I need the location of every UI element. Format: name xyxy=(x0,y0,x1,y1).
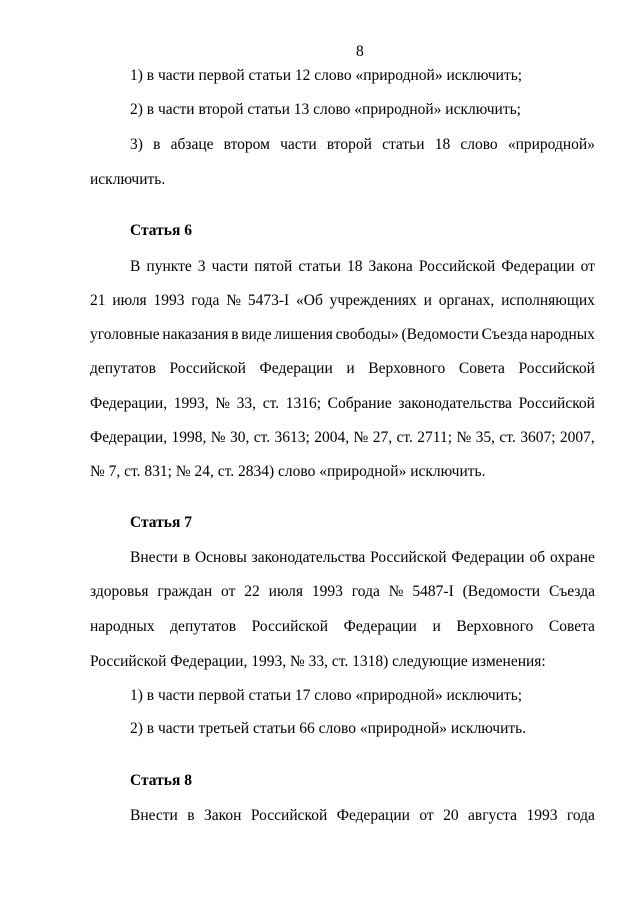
word: 18 xyxy=(434,136,451,153)
text-line xyxy=(130,808,595,824)
word: органах, xyxy=(438,292,495,309)
text-line xyxy=(90,584,595,600)
word: и xyxy=(423,292,432,309)
word: № xyxy=(215,395,231,412)
word: Российской xyxy=(518,395,595,412)
text-line: 2) в части второй статьи 13 слово «природной» исключить; xyxy=(130,101,521,118)
word: августа xyxy=(468,807,518,824)
word: ст. xyxy=(262,395,280,412)
word: 1993, xyxy=(173,395,209,412)
word: 3 xyxy=(197,258,206,275)
word: в xyxy=(153,136,161,153)
word: Совета xyxy=(458,360,505,377)
word: Федерации xyxy=(501,258,575,275)
word: депутатов xyxy=(90,360,156,377)
word: 1993 xyxy=(526,807,558,824)
word: Основы xyxy=(194,549,247,566)
word: № xyxy=(210,429,226,446)
word: граждан xyxy=(157,583,213,600)
word: 5487-I xyxy=(412,583,454,600)
text-line xyxy=(90,396,595,412)
article-heading: Статья 6 xyxy=(130,222,192,239)
article-heading: Статья 8 xyxy=(130,772,192,789)
word: 35, xyxy=(475,429,496,446)
word: об xyxy=(529,549,546,566)
word: июля xyxy=(268,583,304,600)
word: и xyxy=(432,618,441,635)
word: втором xyxy=(223,136,270,153)
word: Российской xyxy=(418,258,496,275)
word: здоровья xyxy=(90,583,149,600)
text-line xyxy=(90,430,595,446)
word: Российской xyxy=(169,360,246,377)
word: второй xyxy=(326,136,372,153)
text-line xyxy=(90,327,595,343)
word: Внести xyxy=(130,549,178,566)
word: 2711; xyxy=(417,429,453,446)
word: В xyxy=(130,258,141,275)
word: № xyxy=(353,429,369,446)
text-line xyxy=(130,137,595,153)
word: Российской xyxy=(518,360,595,377)
word: 1993 xyxy=(153,292,185,309)
word: лишения xyxy=(274,326,333,343)
word: Закон xyxy=(204,807,242,824)
word: «Об xyxy=(296,292,323,309)
word: Российской xyxy=(250,807,328,824)
word: виде xyxy=(241,326,272,343)
word: 30, xyxy=(229,429,250,446)
word: Федерации xyxy=(451,549,525,566)
word: в xyxy=(187,807,195,824)
word: 1998, xyxy=(171,429,207,446)
word: наказания xyxy=(162,326,229,343)
text-line: 1) в части первой статьи 12 слово «природной» исключить; xyxy=(130,67,523,84)
word: 5473-I xyxy=(247,292,290,309)
word: ст. xyxy=(499,429,516,446)
word: ст. xyxy=(253,429,271,446)
word: Съезда xyxy=(481,326,528,343)
word: 18 xyxy=(346,258,363,275)
word: Федерации xyxy=(343,618,417,635)
word: «природной» xyxy=(507,136,595,153)
word: народных xyxy=(530,326,595,343)
word: уголовные xyxy=(90,326,160,343)
word: Верховного xyxy=(456,618,534,635)
word: Федерации, xyxy=(90,395,168,412)
word: законодательства xyxy=(251,549,366,566)
word: от xyxy=(221,583,236,600)
word: депутатов xyxy=(170,618,237,635)
word: слово xyxy=(460,136,498,153)
word: Федерации xyxy=(259,360,333,377)
word: пятой xyxy=(254,258,293,275)
word: Внести xyxy=(130,807,178,824)
text-line xyxy=(130,550,595,566)
text-line: исключить. xyxy=(90,171,166,188)
word: 21 xyxy=(90,292,106,309)
text-line xyxy=(130,259,595,275)
word: части xyxy=(211,258,249,275)
word: года xyxy=(351,583,380,600)
word: (Ведомости xyxy=(462,583,541,600)
word: Федерации, xyxy=(90,429,168,446)
word: статьи xyxy=(298,258,341,275)
word: Съезда xyxy=(548,583,595,600)
text-line: № 7, ст. 831; № 24, ст. 2834) слово «природной» исключить. xyxy=(90,463,486,480)
word: ст. xyxy=(396,429,413,446)
word: 27, xyxy=(372,429,393,446)
word: 3613; xyxy=(274,429,310,446)
text-line xyxy=(90,619,595,635)
word: 33, xyxy=(236,395,257,412)
word: Верховного xyxy=(368,360,446,377)
word: абзаце xyxy=(170,136,214,153)
text-line: 2) в части третьей статьи 66 слово «природной» исключить. xyxy=(130,720,527,737)
word: в xyxy=(182,549,191,566)
word: 3607; xyxy=(520,429,556,446)
word: года xyxy=(191,292,220,309)
word: законодательства xyxy=(398,395,512,412)
word: 22 xyxy=(244,583,260,600)
word: части xyxy=(280,136,317,153)
word: № xyxy=(226,292,242,309)
word: июля xyxy=(112,292,147,309)
word: 1993 xyxy=(311,583,343,600)
word: Российской xyxy=(251,618,329,635)
text-line xyxy=(90,293,595,309)
word: охране xyxy=(549,549,595,566)
word: исполняющих xyxy=(501,292,595,309)
word: статьи xyxy=(382,136,425,153)
word: (Ведомости xyxy=(401,326,479,343)
word: 1316; xyxy=(285,395,322,412)
word: и xyxy=(346,360,355,377)
word: № xyxy=(388,583,404,600)
word: от xyxy=(580,258,595,275)
word: Российской xyxy=(370,549,447,566)
word: 20 xyxy=(443,807,459,824)
word: пункте xyxy=(146,258,192,275)
word: Закона xyxy=(368,258,413,275)
text-line: 1) в части первой статьи 17 слово «природной» исключить; xyxy=(130,687,523,704)
word: 2004, xyxy=(314,429,350,446)
article-heading: Статья 7 xyxy=(130,514,192,531)
word: свободы» xyxy=(335,326,399,343)
word: Совета xyxy=(548,618,595,635)
word: народных xyxy=(90,618,155,635)
word: Собрание xyxy=(327,395,392,412)
word: от xyxy=(419,807,434,824)
word: 3) xyxy=(130,136,143,153)
word: в xyxy=(231,326,239,343)
word: года xyxy=(566,807,595,824)
text-line xyxy=(90,361,595,377)
word: учреждениях xyxy=(329,292,417,309)
word: 2007, xyxy=(559,429,595,446)
page-number: 8 xyxy=(356,43,364,60)
word: № xyxy=(456,429,472,446)
word: Федерации xyxy=(336,807,410,824)
text-line: Российской Федерации, 1993, № 33, ст. 1318) следующие изменения: xyxy=(90,653,546,670)
